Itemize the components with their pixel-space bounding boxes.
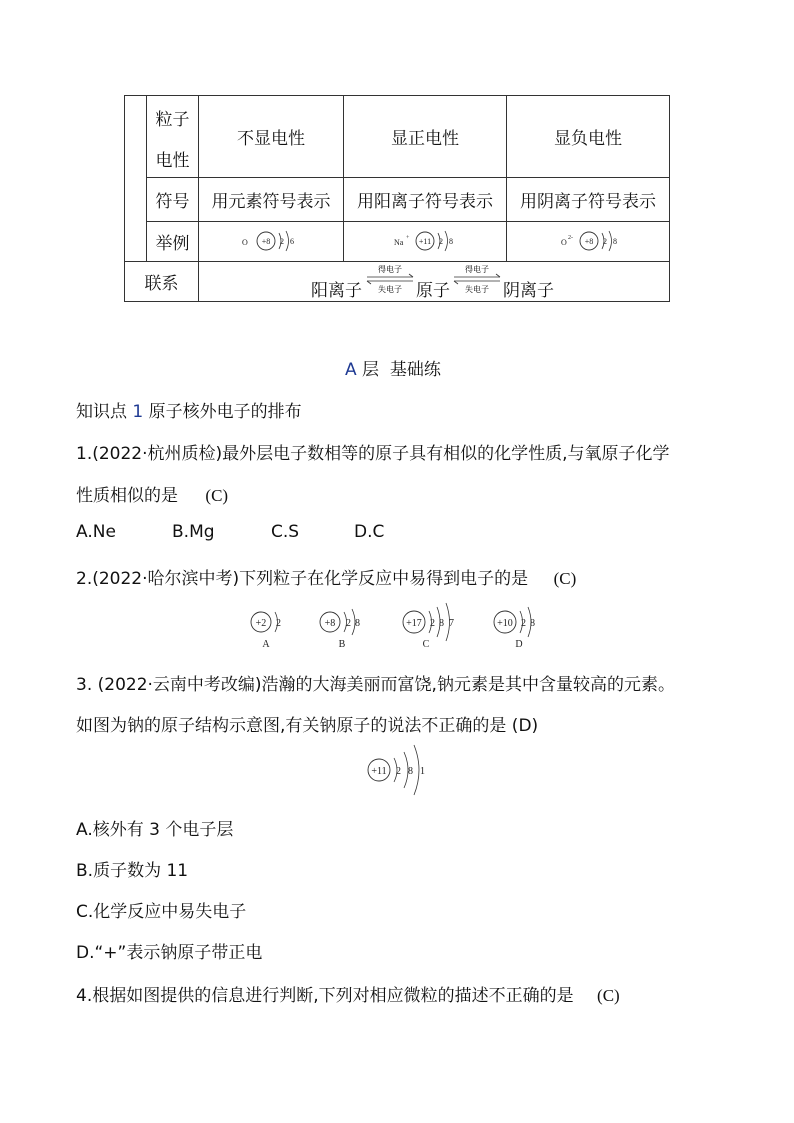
question-1-option-a: A.Ne: [76, 522, 116, 542]
question-1-stem-end: 性质相似的是: [76, 486, 178, 506]
atom-diagram-oxide-ion: [560, 228, 640, 256]
question-1-line1: 1.(2022·杭州质检)最外层电子数相等的原子具有相似的化学性质,与氧原子化学: [76, 444, 670, 464]
knowledge-point-heading: [76, 397, 302, 422]
question-4-answer: (C): [597, 986, 620, 1005]
shell-electrons: 6: [290, 237, 294, 246]
element-symbol: O: [242, 238, 248, 247]
shell-electrons: 2: [280, 237, 284, 246]
nucleus-charge: +8: [324, 618, 336, 629]
option-label: C: [422, 639, 430, 650]
lose-electron-label: 失电子: [465, 285, 489, 294]
atom-diagram-oxygen: [240, 228, 310, 256]
question-1-option-d: D.C: [354, 522, 385, 542]
shell-electrons: 2: [603, 237, 607, 246]
nucleus-charge: +10: [497, 618, 513, 629]
section-title-text: 层 基础练: [362, 360, 441, 380]
shell-electrons: 2: [276, 618, 281, 629]
atom-label: 原子: [416, 281, 450, 301]
row-label-symbol: 符号: [155, 192, 190, 212]
question-3-option-c: C.化学反应中易失电子: [76, 902, 247, 922]
question-1-line2: [76, 481, 228, 506]
shell-electrons: 8: [613, 237, 617, 246]
nucleus-charge: +8: [584, 237, 594, 246]
cell-neutral: 不显电性: [237, 129, 305, 149]
nucleus-charge: +17: [406, 618, 422, 629]
nucleus-charge: +8: [261, 237, 271, 246]
shell-electrons: 2: [439, 237, 443, 246]
nucleus-charge: +11: [371, 766, 387, 777]
question-2-atom-diagrams: [244, 600, 544, 652]
option-label: B: [338, 639, 346, 650]
atom-a: [251, 612, 281, 650]
nucleus-charge: +2: [255, 618, 267, 629]
element-symbol: Na: [394, 238, 404, 247]
shell-electrons: 1: [420, 766, 425, 777]
section-letter: A: [345, 360, 357, 380]
question-3-line1: 3. (2022·云南中考改编)浩瀚的大海美丽而富饶,钠元素是其中含量较高的元素。: [76, 675, 675, 695]
shell-electrons: 2: [346, 618, 351, 629]
knowledge-point-title: 原子核外电子的排布: [148, 402, 302, 422]
question-1-option-c: C.S: [271, 522, 300, 542]
shell-electrons: 2: [430, 618, 435, 629]
knowledge-point-number: 1: [132, 402, 144, 422]
conversion-arrows-2: [451, 262, 503, 296]
cell-negative: 显负电性: [554, 129, 622, 149]
question-2-stem: 2.(2022·哈尔滨中考)下列粒子在化学反应中易得到电子的是: [76, 569, 529, 589]
atom-diagram-sodium-ion: [393, 228, 473, 256]
shell-electrons: 8: [408, 766, 413, 777]
question-2-line1: [76, 564, 576, 589]
atom-c: [403, 603, 454, 650]
question-3-option-a: A.核外有 3 个电子层: [76, 820, 234, 840]
cell-symbol-anion: 用阴离子符号表示: [520, 192, 656, 212]
element-symbol: O: [561, 238, 567, 247]
sodium-atom-diagram: [364, 742, 444, 800]
shell-electrons: 7: [449, 618, 454, 629]
atom-d: [494, 607, 535, 650]
section-title: [345, 355, 441, 380]
cell-positive: 显正电性: [391, 129, 459, 149]
question-3-option-b: B.质子数为 11: [76, 861, 189, 881]
atom-b: [320, 609, 360, 650]
shell-electrons: 2: [521, 618, 526, 629]
row-label-relation: 联系: [144, 274, 179, 294]
cell-symbol-cation: 用阳离子符号表示: [357, 192, 493, 212]
anion-label: 阴离子: [503, 281, 554, 301]
knowledge-point-prefix: 知识点: [76, 402, 127, 422]
option-label: D: [515, 639, 523, 650]
cell-symbol-atom: 用元素符号表示: [211, 192, 331, 212]
row-label-particle: 粒子: [155, 109, 190, 130]
gain-electron-label: 得电子: [378, 265, 402, 274]
question-4-stem: 4.根据如图提供的信息进行判断,下列对相应微粒的描述不正确的是: [76, 986, 574, 1006]
ion-charge: +: [406, 235, 410, 241]
shell-electrons: 8: [355, 618, 360, 629]
cation-label: 阳离子: [311, 281, 362, 301]
question-3-option-d: D.“+”表示钠原子带正电: [76, 943, 263, 963]
shell-electrons: 8: [439, 618, 444, 629]
question-2-answer: (C): [553, 569, 577, 588]
shell-electrons: 8: [449, 237, 453, 246]
row-label-example: 举例: [155, 234, 190, 254]
question-1-answer: (C): [205, 486, 229, 505]
option-label: A: [262, 639, 270, 650]
question-3-line2: 如图为钠的原子结构示意图,有关钠原子的说法不正确的是 (D): [76, 716, 539, 736]
gain-electron-label: 得电子: [465, 265, 489, 274]
question-4-line1: [76, 981, 620, 1006]
shell-electrons: 8: [530, 618, 535, 629]
ion-charge: 2-: [568, 235, 573, 241]
question-1-option-b: B.Mg: [172, 522, 215, 542]
lose-electron-label: 失电子: [378, 285, 402, 294]
row-label-charge: 电性: [155, 150, 190, 171]
conversion-arrows-1: [364, 262, 416, 296]
nucleus-charge: +11: [418, 237, 432, 246]
shell-electrons: 2: [396, 766, 401, 777]
